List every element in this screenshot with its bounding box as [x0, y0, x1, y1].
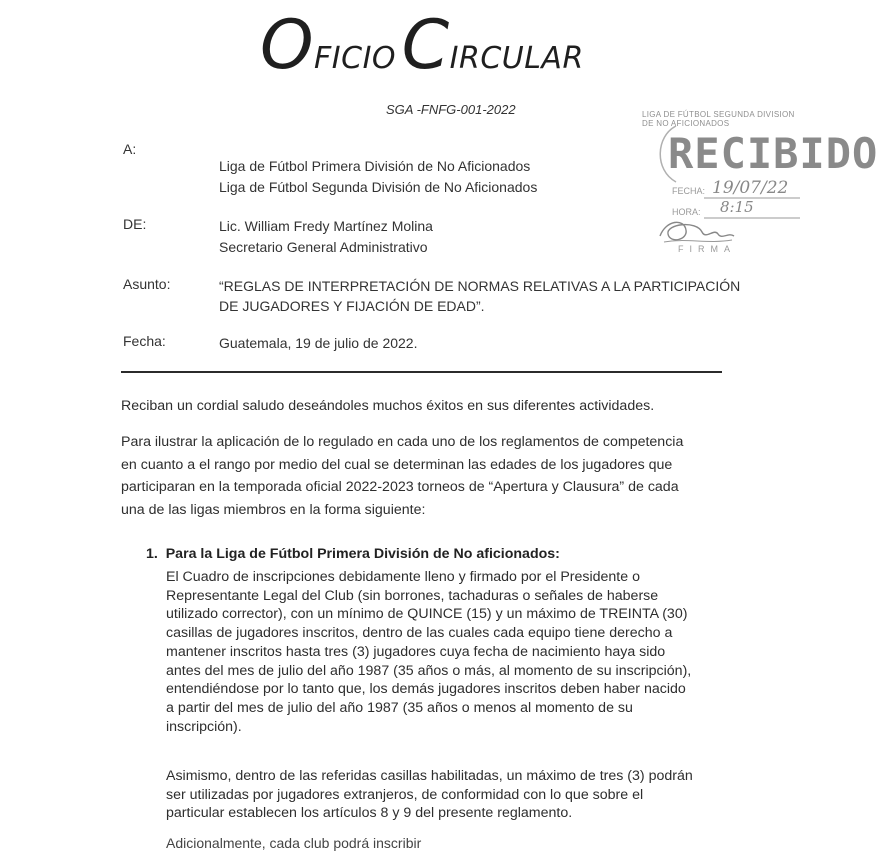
subject-line-1: “REGLAS DE INTERPRETACIÓN DE NORMAS RELATIVAS A LA PARTICIPACIÓN: [219, 278, 741, 294]
from-label: DE:: [123, 216, 147, 232]
stamp-org-line2: DE NO AFICIONADOS: [642, 119, 730, 128]
title-initial-o: O: [260, 6, 315, 85]
stamp-received-text: RECIBIDO: [668, 129, 878, 178]
intro-line: Para ilustrar la aplicación de lo regulado en cada uno de los reglamentos de competencia: [121, 434, 684, 450]
date-label: Fecha:: [123, 333, 166, 349]
intro-line: en cuanto a el rango por medio del cual se determinan las edades de los jugadores que: [121, 456, 673, 473]
stamp-date-label: FECHA:: [672, 186, 706, 196]
section-1-line: a partir del mes de julio del año 1987 (35 años o menos al momento de su: [166, 699, 633, 716]
greeting-paragraph: Reciban un cordial saludo deseándoles muchos éxitos en sus diferentes actividades.: [121, 398, 655, 414]
subject-line-2: DE JUGADORES Y FIJACIÓN DE EDAD”.: [219, 298, 485, 314]
section-1-line: casillas de jugadores inscritos, dentro de las cuales cada equipo tiene derecho a: [166, 625, 673, 642]
section-1-line: Representante Legal del Club (sin borrones, tachaduras o señales de haberse: [166, 587, 659, 604]
document-reference: SGA -FNFG-001-2022: [386, 102, 516, 117]
section-1-line: utilizado corrector), con un mínimo de QUINCE (15) y un máximo de TREINTA (30): [166, 606, 688, 623]
title-rest-ircular: IRCULAR: [449, 41, 584, 76]
from-name: Lic. William Fredy Martínez Molina: [219, 218, 433, 234]
section-1-line: mantener inscritos hasta tres (3) jugadores cuya fecha de nacimiento haya sido: [166, 643, 666, 660]
stamp-handwritten-date: 19/07/22: [712, 178, 789, 198]
section-1-heading: 1. Para la Liga de Fútbol Primera División de No aficionados:: [146, 546, 560, 562]
stamp-signature-icon: [656, 214, 736, 248]
section-1-line: antes del mes de julio del año 1987 (35 años o más, al momento de su inscripción),: [166, 662, 692, 679]
from-title: Secretario General Administrativo: [219, 239, 428, 255]
title-rest-ficio: FICIO: [314, 41, 397, 76]
to-recipient-1: Liga de Fútbol Primera División de No Aficionados: [219, 158, 531, 174]
intro-paragraph: [121, 431, 723, 521]
stamp-time-label: HORA:: [672, 207, 701, 217]
date-value: Guatemala, 19 de julio de 2022.: [219, 335, 418, 351]
section-1-line: El Cuadro de inscripciones debidamente lleno y firmado por el Presidente o: [166, 569, 640, 585]
section-1-extra-paragraph: [166, 767, 718, 823]
document-title: [260, 6, 584, 85]
section-1-line: entendiéndose por lo tanto que, los demás jugadores inscritos deben haber nacido: [166, 681, 686, 698]
to-label: A:: [123, 141, 137, 157]
section-1-extra-line: Asimismo, dentro de las referidas casillas habilitadas, un máximo de tres (3) podrán: [166, 768, 693, 784]
header-divider: [121, 371, 722, 373]
stamp-handwritten-time: 8:15: [720, 198, 754, 216]
section-1-paragraph: [166, 568, 718, 736]
received-stamp: [612, 102, 878, 254]
section-1-extra-line: ser utilizadas por jugadores extranjeros, de conformidad con lo que sobre el: [166, 786, 644, 803]
intro-line: participaran en la temporada oficial 2022-2023 torneos de “Apertura y Clausura” de cada: [121, 479, 679, 495]
section-1-extra-line: particular establecen los artículos 8 y 9 del presente reglamento.: [166, 805, 573, 822]
to-recipient-2: Liga de Fútbol Segunda División de No Aficionados: [219, 179, 538, 195]
subject-label: Asunto:: [123, 276, 171, 292]
stamp-org-line1: LIGA DE FÚTBOL SEGUNDA DIVISION: [642, 110, 795, 119]
section-1-line: inscripción).: [166, 718, 242, 735]
title-initial-c: C: [401, 6, 450, 85]
cutoff-next-line: Adicionalmente, cada club podrá inscribir: [166, 835, 422, 851]
stamp-signature-label: FIRMA: [678, 244, 736, 254]
intro-line: una de las ligas miembros en la forma siguiente:: [121, 501, 426, 518]
